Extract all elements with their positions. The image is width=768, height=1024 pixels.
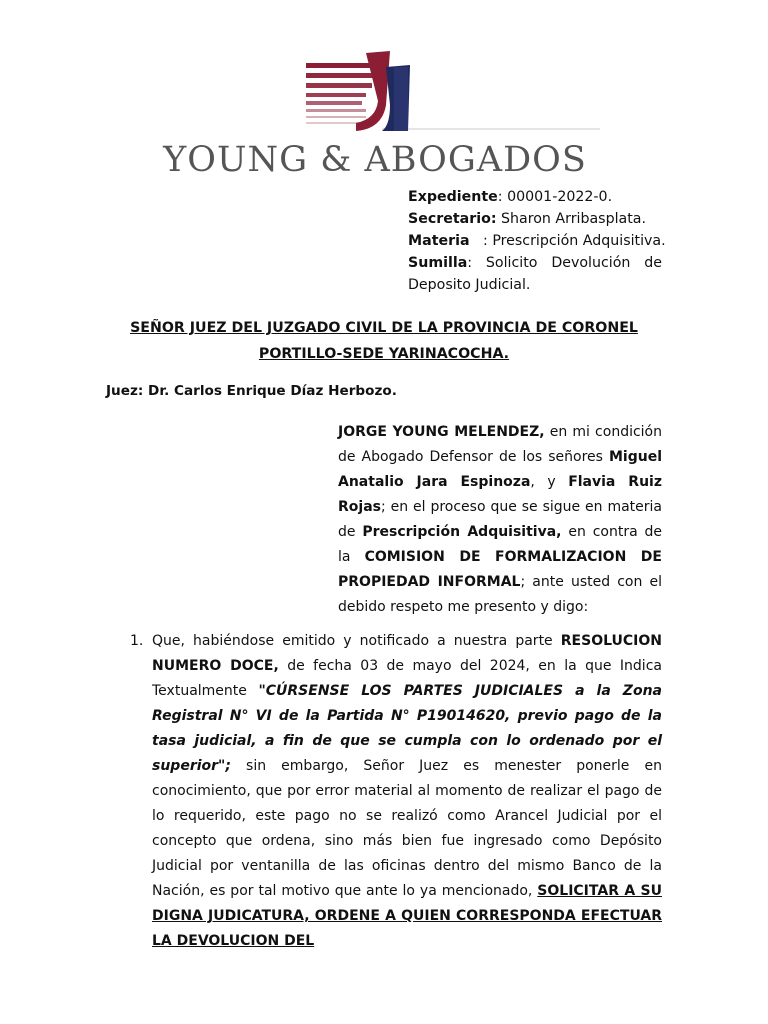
firm-name-part1: YOUNG xyxy=(163,140,309,180)
client-1: Miguel Anatalio Jara Espinoza xyxy=(338,449,662,490)
opponent: COMISION DE FORMALIZACION DE PROPIEDAD INFORMAL xyxy=(338,549,662,590)
secretario-value: Sharon Arribasplata. xyxy=(496,211,646,227)
sumilla-row xyxy=(408,252,662,274)
intro-paragraph xyxy=(338,420,662,620)
quoted-order: "CÚRSENSE LOS PARTES JUDICIALES a la Zona Registral N° VI de la Partida N° P19014620, previo pago de la tasa judicial, a fin de que se cumpla con lo ordenado por el superior"; xyxy=(152,683,662,774)
point-text-1: Que, habiéndose emitido y notificado a nuestra parte xyxy=(152,633,561,649)
sumilla-value-line1: : Solicito Devolución de xyxy=(467,255,662,271)
firm-name xyxy=(150,140,600,180)
request: SOLICITAR A SU DIGNA JUDICATURA, ORDENE A QUIEN CORRESPONDA EFECTUAR LA DEVOLUCION DEL xyxy=(152,883,662,949)
client-2: Flavia Ruiz Rojas xyxy=(338,474,663,515)
case-info xyxy=(408,186,666,296)
lawyer-name: JORGE YOUNG MELENDEZ, xyxy=(338,424,545,440)
logo-mark-icon xyxy=(150,45,600,145)
resolution: RESOLUCION NUMERO DOCE, xyxy=(152,633,662,674)
heading-line1: SEÑOR JUEZ DEL JUZGADO CIVIL DE LA PROVINCIA DE CORONEL xyxy=(130,320,638,336)
intro-text-3: ; en el proceso que se sigue en materia de xyxy=(338,499,662,540)
intro-text-1: en mi condición de Abogado Defensor de los señores xyxy=(338,424,662,465)
materia-value: : Prescripción Adquisitiva. xyxy=(469,233,666,249)
secretario-label: Secretario: xyxy=(408,211,497,227)
materia-row xyxy=(408,230,666,252)
sumilla-label: Sumilla xyxy=(408,255,468,271)
intro-text-4: en contra de la xyxy=(338,524,663,565)
firm-name-part2: ABOGADOS xyxy=(364,140,587,180)
expediente-row xyxy=(408,186,662,208)
point-body xyxy=(152,629,662,954)
expediente-value: : 00001-2022-0. xyxy=(497,189,613,205)
firm-name-ampersand: & xyxy=(320,140,353,180)
matter: Prescripción Adquisitiva, xyxy=(362,524,562,540)
sumilla-value-line2: Deposito Judicial. xyxy=(408,277,531,293)
point-number: 1. xyxy=(130,633,144,649)
materia-label: Materia xyxy=(408,233,470,249)
point-text-3: sin embargo, Señor Juez es menester ponerle en conocimiento, que por error material al momento de realizar el pago de lo requerido, este pago no se realizó como Arancel Judicial por el concepto que ordena, sino más bien fue ingresado como Depósito Judicial por ventanilla de las oficinas dentro del mismo Banco de la Nación, es por tal motivo que ante lo ya mencionado, xyxy=(152,758,662,899)
intro-text-2: , y xyxy=(530,474,569,490)
intro-text-5: ; ante usted con el debido respeto me presento y digo: xyxy=(338,574,662,615)
point-text-2: de fecha 03 de mayo del 2024, en la que Indica Textualmente xyxy=(152,658,662,699)
expediente-label: Expediente xyxy=(408,189,498,205)
judge-line: Juez: Dr. Carlos Enrique Díaz Herbozo. xyxy=(106,383,397,399)
heading-line2: PORTILLO-SEDE YARINACOCHA. xyxy=(258,346,510,362)
secretario-row xyxy=(408,208,662,230)
